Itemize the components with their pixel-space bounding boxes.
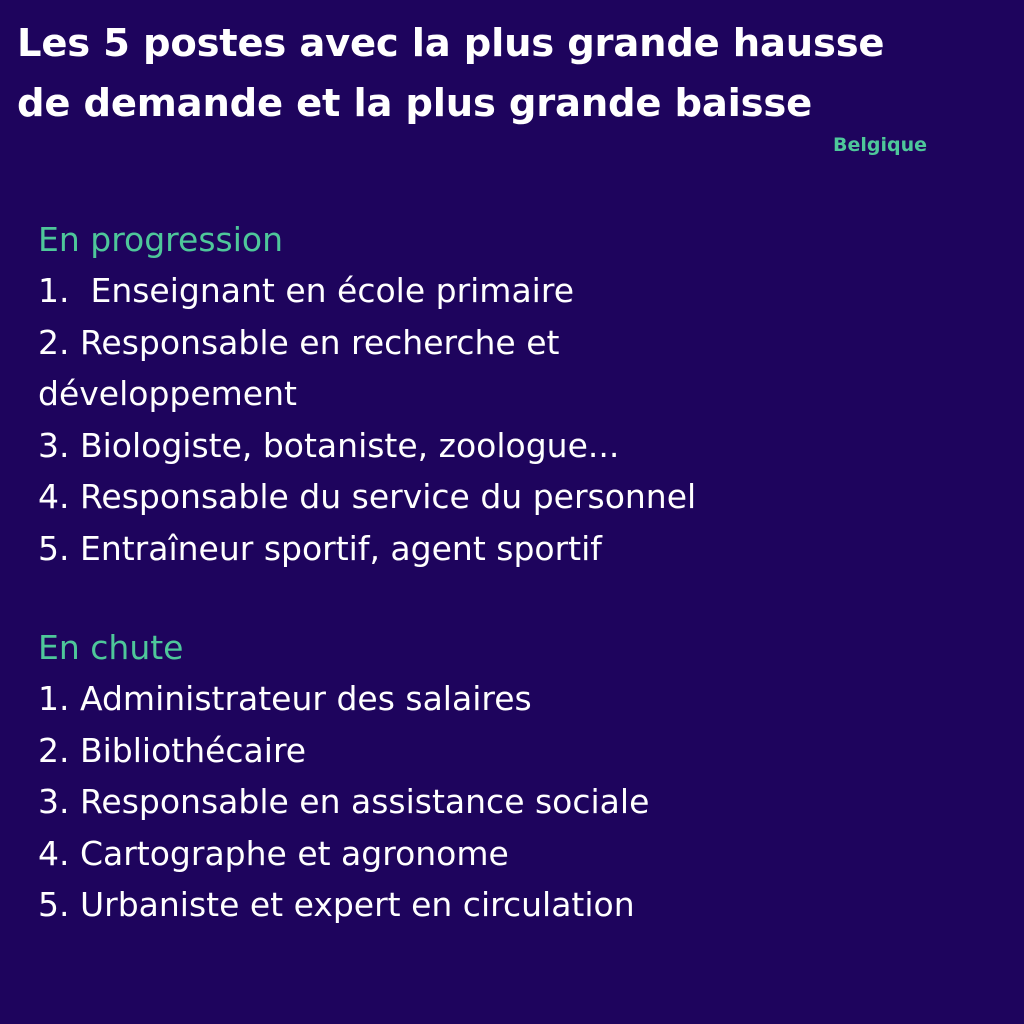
list-item: développement (38, 374, 297, 413)
progression-list (38, 265, 998, 574)
list-item: 4. Cartographe et agronome (38, 833, 509, 873)
list-item: 2. Responsable en recherche et (38, 322, 560, 362)
country-label: Belgique (833, 134, 928, 156)
page-title (17, 14, 1017, 134)
progression-section (38, 214, 998, 574)
title-line-1: Les 5 postes avec la plus grande hausse (17, 21, 885, 66)
list-item: 1. Administrateur des salaires (38, 679, 532, 718)
list-item: 2. Bibliothécaire (38, 730, 307, 770)
title-line-2: de demande et la plus grande baisse (17, 81, 812, 126)
list-item: 3. Biologiste, botaniste, zoologue... (38, 425, 620, 465)
list-item: 5. Entraîneur sportif, agent sportif (38, 528, 602, 568)
list-item: 5. Urbaniste et expert en circulation (38, 885, 635, 924)
list-item: 3. Responsable en assistance sociale (38, 782, 650, 821)
list-item: 4. Responsable du service du personnel (38, 477, 697, 516)
progression-heading: En progression (38, 220, 283, 259)
chute-heading: En chute (38, 628, 184, 667)
chute-list (38, 673, 998, 931)
list-item: 1. Enseignant en école primaire (38, 271, 574, 310)
chute-section (38, 622, 998, 931)
